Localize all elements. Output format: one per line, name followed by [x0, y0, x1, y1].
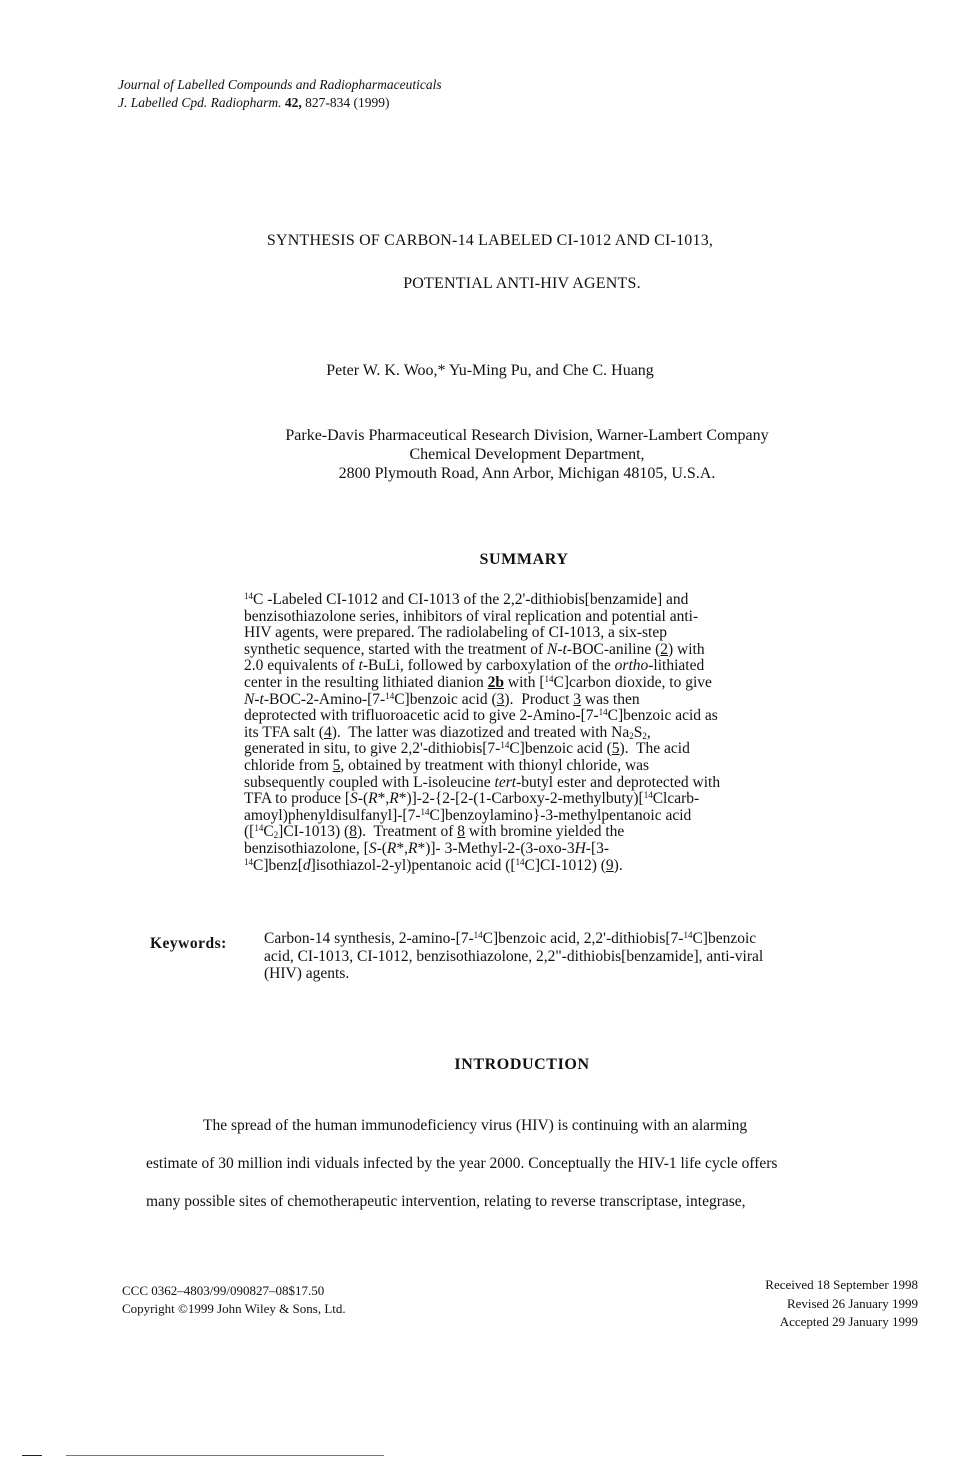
authors: Peter W. K. Woo,* Yu-Ming Pu, and Che C. Huang — [326, 362, 654, 379]
summary-line: benzisothiazolone series, inhibitors of viral replication and potential anti- — [244, 607, 699, 625]
journal-volume: 42, — [284, 95, 302, 110]
copyright: Copyright ©1999 John Wiley & Sons, Ltd. — [122, 1301, 346, 1316]
summary-line: N-t-BOC-2-Amino-[7-$^{14}$C]benzoic acid (3). Product 3 was then — [244, 690, 640, 708]
intro-line: estimate of 30 million indi viduals infected by the year 2000. Conceptually the HIV-1 life cycle offers — [146, 1155, 778, 1172]
summary-line: amoyl)phenyldisulfanyl]-[7-$^{14}$C]benzoylamino}-3-methylpentanoic acid — [244, 806, 692, 824]
summary-line: 2.0 equivalents of t-BuLi, followed by carboxylation of the ortho-lithiated — [244, 657, 705, 675]
title-line-2: POTENTIAL ANTI-HIV AGENTS. — [403, 275, 641, 292]
summary-line: synthetic sequence, started with the treatment of N-t-BOC-aniline (2) with — [244, 640, 705, 658]
keywords-line: acid, CI-1013, CI-1012, benzisothiazolone, 2,2"-dithiobis[benzamide], anti-viral — [264, 947, 764, 965]
journal-name: Journal of Labelled Compounds and Radiopharmaceuticals — [118, 77, 442, 92]
intro-line: many possible sites of chemotherapeutic intervention, relating to reverse transcriptase, integrase, — [146, 1193, 746, 1210]
summary-line: chloride from 5, obtained by treatment with thionyl chloride, was — [244, 756, 650, 774]
summary-line: HIV agents, were prepared. The radiolabeling of CI-1013, a six-step — [244, 624, 667, 642]
journal-citation: J. Labelled Cpd. Radiopharm. 42, 827-834 (1999) — [118, 95, 390, 110]
received-date: Received 18 September 1998 — [765, 1277, 918, 1292]
footer-dates — [765, 1276, 918, 1332]
summary-line: $^{14}$C -Labeled CI-1012 and CI-1013 of the 2,2'-dithiobis[benzamide] and — [244, 591, 689, 608]
summary-heading: SUMMARY — [479, 551, 569, 568]
summary-line: deprotected with trifluoroacetic acid to give 2-Amino-[7-$^{14}$C]benzoic acid as — [244, 707, 718, 725]
title-line-1: SYNTHESIS OF CARBON-14 LABELED CI-1012 AND CI-1013, — [266, 232, 714, 249]
summary-abstract — [244, 592, 819, 874]
footer-rule — [66, 1455, 384, 1456]
summary-line: generated in situ, to give 2,2'-dithiobis[7-$^{14}$C]benzoic acid (5). The acid — [244, 740, 690, 758]
footer-publication-info — [122, 1282, 346, 1318]
summary-line: subsequently coupled with L-isoleucine tert-butyl ester and deprotected with — [244, 773, 721, 791]
keywords-text — [264, 930, 874, 983]
keywords-line: Carbon-14 synthesis, 2-amino-[7-$^{14}$C]benzoic acid, 2,2'-dithiobis[7-$^{14}$C]benzoic — [264, 930, 757, 947]
introduction-heading: INTRODUCTION — [454, 1056, 590, 1073]
revised-date: Revised 26 January 1999 — [786, 1295, 918, 1311]
summary-line: center in the resulting lithiated dianion 2b with [$^{14}$C]carbon dioxide, to give — [244, 673, 712, 691]
accepted-date: Accepted 29 January 1999 — [779, 1314, 918, 1329]
intro-line: The spread of the human immunodeficiency virus (HIV) is continuing with an alarming — [203, 1117, 748, 1134]
summary-line: benzisothiazolone, [S-(R*,R*)]- 3-Methyl-2-(3-oxo-3H-[3- — [244, 839, 610, 857]
ccc-code: CCC 0362–4803/99/090827–08$17.50 — [122, 1283, 325, 1298]
summary-line: $^{14}$C]benz[d]isothiazol-2-yl)pentanoic acid ([$^{14}$C]CI-1012) (9). — [244, 856, 623, 874]
affiliation: Parke-Davis Pharmaceutical Research Division, Warner-Lambert Company Chemical Development Department, 2800 Plymouth Road, Ann Arbor, Michigan 48105, U.S.A. — [285, 427, 769, 482]
summary-line: its TFA salt (4). The latter was diazotized and treated with $Na_2S_2$, — [244, 723, 651, 741]
footer-rule-short — [22, 1455, 42, 1456]
summary-line: $([^{14}C_2]CI-1013)$ (8). Treatment of 8 with bromine yielded the — [244, 823, 625, 841]
summary-line: TFA to produce [S-(R*,R*)]-2-{2-[2-(1-Carboxy-2-methylbuty)[$^{14}$Clcarb- — [244, 790, 700, 808]
keywords-line: (HIV) agents. — [264, 965, 350, 982]
journal-pages: 827-834 (1999) — [305, 95, 390, 110]
journal-header — [118, 76, 442, 112]
keywords-label: Keywords: — [150, 935, 227, 952]
